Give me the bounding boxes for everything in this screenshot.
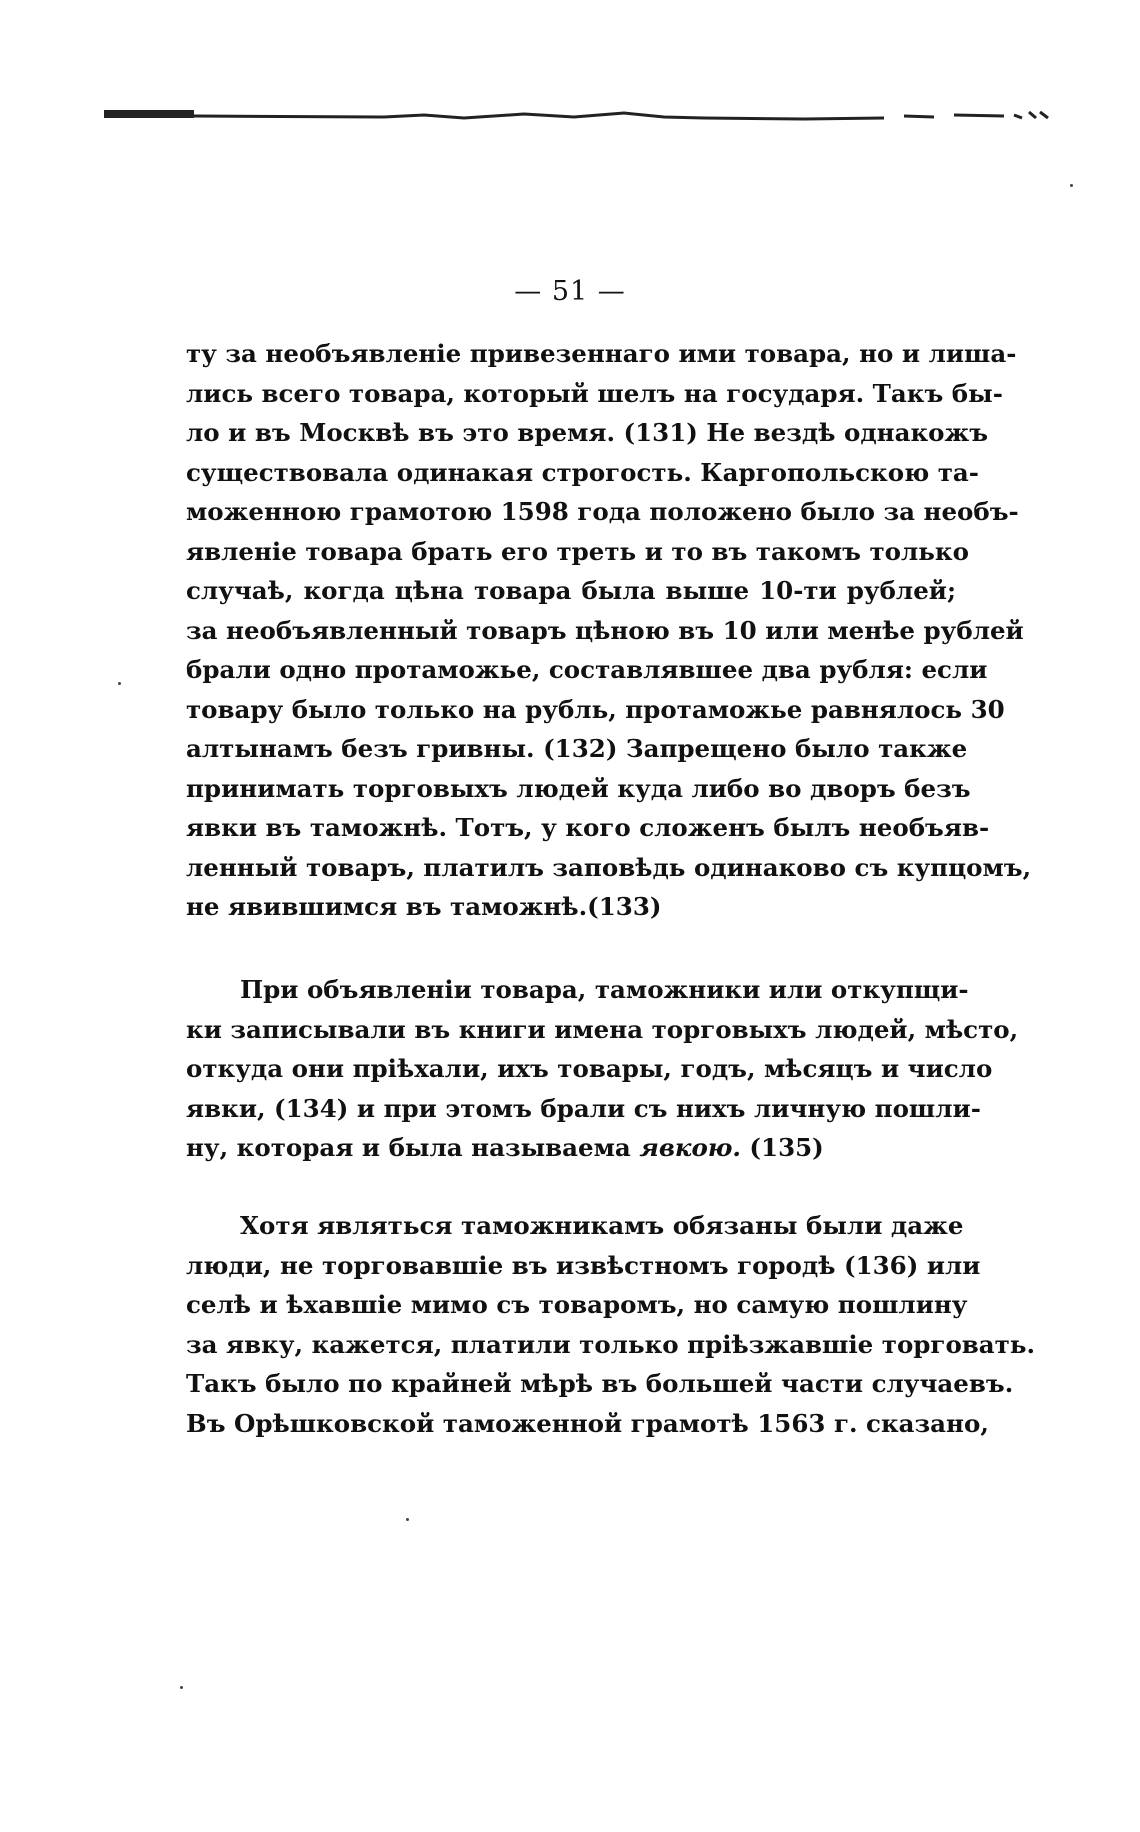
text-line: моженною грамотою 1598 года положено было за необъ-	[186, 497, 1019, 526]
paragraph-2	[186, 970, 1019, 1168]
text-line: товару было только на рубль, протаможье равнялось 30	[186, 694, 1005, 724]
page-number: — 51 —	[514, 276, 626, 307]
text-line: Въ Орѣшковской таможенной грамотѣ 1563 г. сказано,	[186, 1408, 989, 1438]
text-line: Хотя являться таможникамъ обязаны были даже	[240, 1211, 964, 1240]
text-line: ту за необъявленіе привезеннаго ими товара, но и лиша-	[186, 339, 1017, 368]
text-line: ки записывали въ книги имена торговыхъ людей, мѣсто,	[186, 1014, 1019, 1044]
italic-term: явкою.	[639, 1133, 741, 1162]
text-line: случаѣ, когда цѣна товара была выше 10-ти рублей;	[186, 576, 956, 605]
text-line: При объявленіи товара, таможники или откупщи-	[240, 975, 969, 1004]
text-line: брали одно протаможье, составлявшее два рубля: если	[186, 655, 988, 684]
scan-edge-artifact	[104, 108, 1054, 122]
paragraph-3	[186, 1206, 1036, 1443]
text-segment: ну, которая и была называема	[186, 1133, 640, 1162]
text-line: принимать торговыхъ людей куда либо во дворъ безъ	[186, 773, 971, 803]
text-line: явки въ таможнѣ. Тотъ, у кого сложенъ былъ необъяв-	[186, 813, 990, 842]
text-line: за необъявленный товаръ цѣною въ 10 или менѣе рублей	[186, 615, 1024, 645]
text-line: ленный товаръ, платилъ заповѣдь одинаково съ купцомъ,	[186, 852, 1032, 882]
text-line: явленіе товара брать его треть и то въ такомъ только	[186, 536, 969, 566]
text-line: Такъ было по крайней мѣрѣ въ большей части случаевъ.	[186, 1369, 1014, 1398]
scan-speck	[180, 1686, 183, 1689]
text-line: откуда они пріѣхали, ихъ товары, годъ, мѣсяцъ и число	[186, 1054, 993, 1083]
text-line: селѣ и ѣхавшіе мимо съ товаромъ, но самую пошлину	[186, 1290, 968, 1319]
paragraph-1	[186, 334, 1032, 927]
text-segment: (135)	[740, 1133, 824, 1162]
text-line: люди, не торговавшіе въ извѣстномъ городѣ (136) или	[186, 1250, 981, 1280]
text-line: явки, (134) и при этомъ брали съ нихъ личную пошли-	[186, 1093, 981, 1123]
text-line	[186, 1128, 956, 1168]
text-line: лись всего товара, который шелъ на государя. Такъ бы-	[186, 378, 1003, 408]
text-line: существовала одинакая строгость. Каргопольскою та-	[186, 457, 979, 487]
text-line: алтынамъ безъ гривны. (132) Запрещено было также	[186, 734, 968, 763]
text-line: за явку, кажется, платили только пріѣзжавшіе торговать.	[186, 1329, 1036, 1359]
scan-speck	[406, 1518, 409, 1521]
scan-speck	[1070, 184, 1073, 187]
text-line: ло и въ Москвѣ въ это время. (131) Не вездѣ однакожъ	[186, 418, 989, 447]
text-line: не явившимся въ таможнѣ.(133)	[186, 892, 662, 921]
scan-speck	[118, 682, 121, 685]
